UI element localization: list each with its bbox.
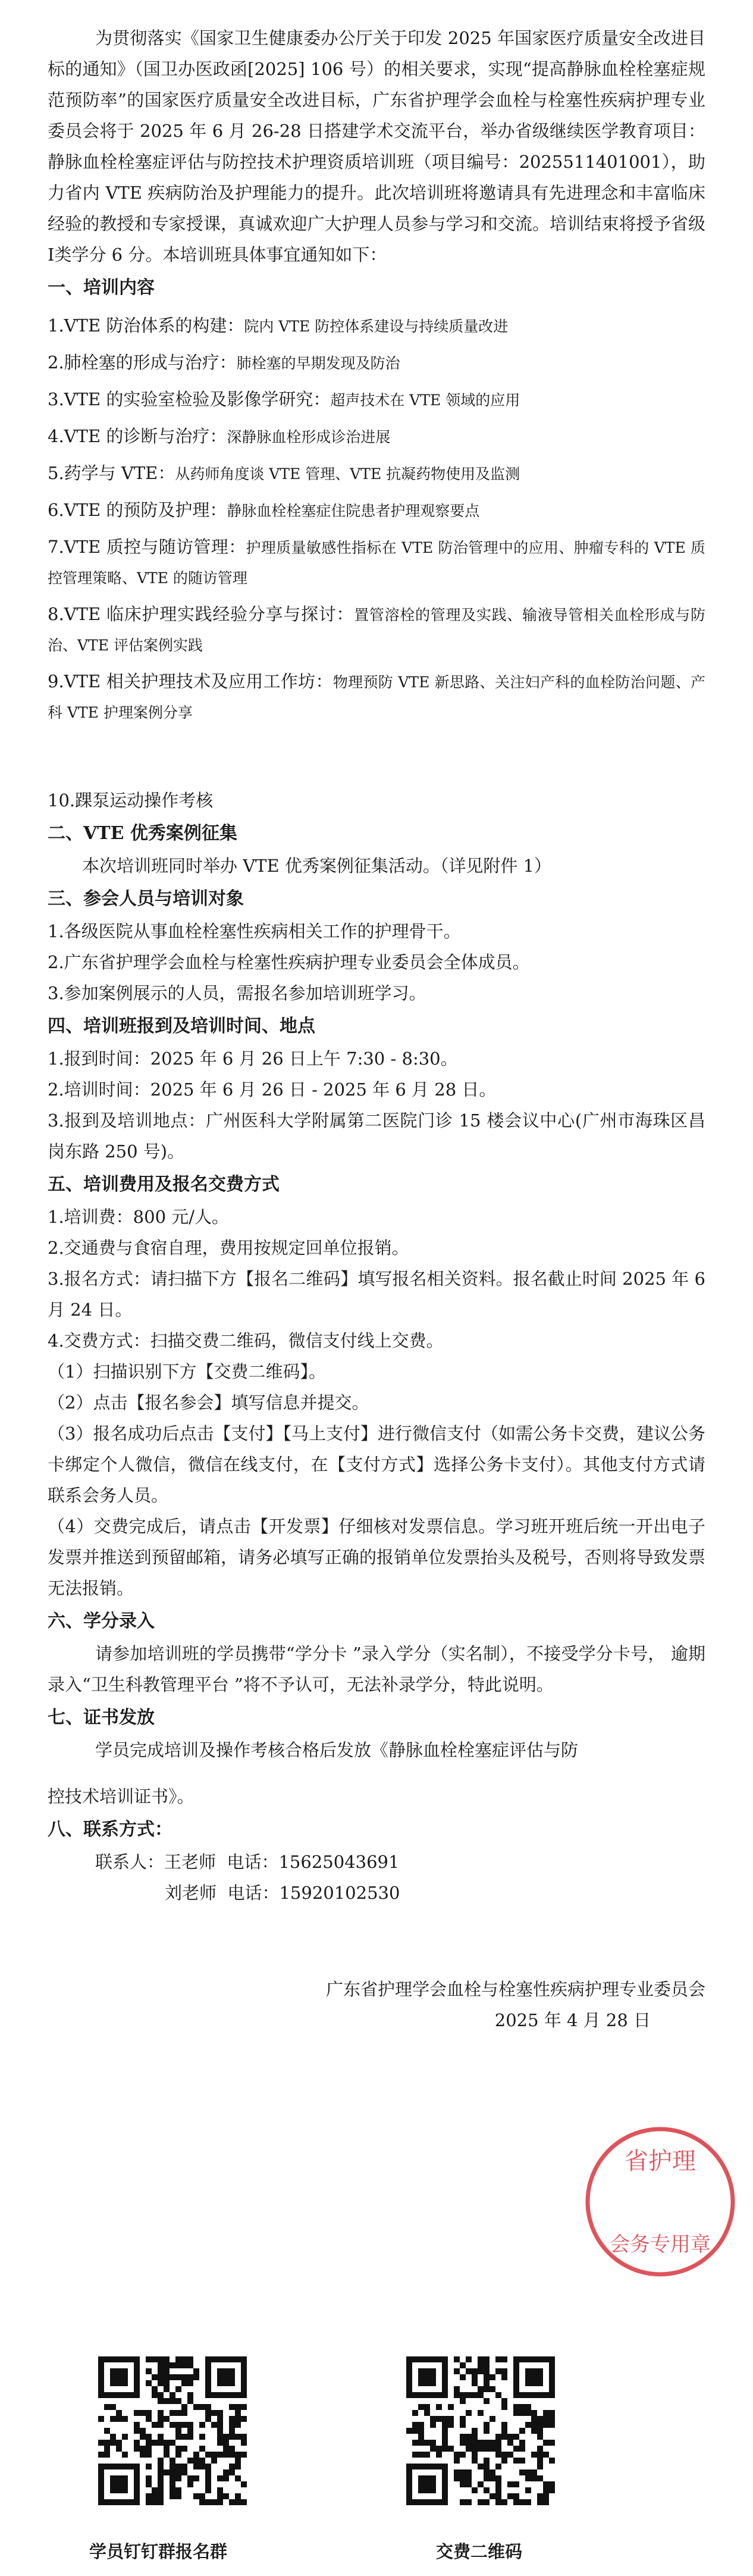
content-item: 1.VTE 防治体系的构建：院内 VTE 防控体系建设与持续质量改进 xyxy=(48,315,509,336)
signup-qr-caption: 学员钉钉群报名群 xyxy=(89,2541,228,2562)
section-heading-contact: 八、联系方式： xyxy=(48,1819,172,1840)
attendee-item: 2.广东省护理学会血栓与栓塞性疾病护理专业委员会全体成员。 xyxy=(48,952,530,972)
payment-qr-caption: 交费二维码 xyxy=(436,2541,523,2562)
fee-item: （1）扫描识别下方【交费二维码】。 xyxy=(48,1361,326,1382)
content-item: 6.VTE 的预防及护理：静脉血栓栓塞症住院患者护理观察要点 xyxy=(48,500,480,520)
seal-bottom-text: 会务专用章 xyxy=(610,2233,711,2256)
fee-item: 4.交费方式：扫描交费二维码，微信支付线上交费。 xyxy=(48,1331,444,1351)
section-heading-credits: 六、学分录入 xyxy=(48,1611,155,1632)
official-seal xyxy=(580,2121,741,2282)
signature-org: 广东省护理学会血栓与栓塞性疾病护理专业委员会 xyxy=(325,1979,705,1999)
section-heading-fees: 五、培训费用及报名交费方式 xyxy=(48,1174,280,1195)
payment-qr-code[interactable] xyxy=(406,2356,555,2505)
case-collection-text: 本次培训班同时举办 VTE 优秀案例征集活动。（详见附件 1） xyxy=(82,856,552,876)
section-heading-certificate: 七、证书发放 xyxy=(48,1707,155,1728)
contact-row: 联系人：王老师 电话：15625043691 xyxy=(95,1852,400,1872)
time-place-item: 1.报到时间：2025 年 6 月 26 日上午 7:30 - 8:30。 xyxy=(48,1048,458,1069)
section-heading-time-place: 四、培训班报到及培训时间、地点 xyxy=(48,1016,315,1037)
fee-item: （3）报名成功后点击【支付】【马上支付】进行微信支付（如需公务卡交费，建议公务卡绑定个人微信，微信在线支付，在【支付方式】选择公务卡支付）。其他支付方式请联系会务人员。 xyxy=(48,1423,705,1505)
certificate-text-line1: 学员完成培训及操作考核合格后发放《静脉血栓栓塞症评估与防 xyxy=(95,1740,579,1760)
credits-text: 请参加培训班的学员携带“学分卡 ”录入学分（实名制），不接受学分卡号， 逾期录入“卫生科教管理平台 ”将不予认可，无法补录学分，特此说明。 xyxy=(48,1644,705,1695)
certificate-text-line2: 控技术培训证书》。 xyxy=(48,1786,194,1807)
fee-item: 2.交通费与食宿自理，费用按规定回单位报销。 xyxy=(48,1238,409,1258)
content-item-10: 10.踝泵运动操作考核 xyxy=(48,790,214,810)
fee-item: （4）交费完成后，请点击【开发票】仔细核对发票信息。学习班开班后统一开出电子发票并推送到预留邮箱，请务必填写正确的报销单位发票抬头及税号，否则将导致发票无法报销。 xyxy=(48,1516,705,1598)
content-item: 9.VTE 相关护理技术及应用工作坊：物理预防 VTE 新思路、关注妇产科的血栓防治问题、产科 VTE 护理案例分享 xyxy=(48,671,706,721)
attendee-item: 1.各级医院从事血栓栓塞性疾病相关工作的护理骨干。 xyxy=(48,921,461,941)
fee-item: （2）点击【报名参会】填写信息并提交。 xyxy=(48,1392,369,1413)
attendee-item: 3.参加案例展示的人员，需报名参加培训班学习。 xyxy=(48,983,426,1003)
fee-item: 3.报名方式：请扫描下方【报名二维码】填写报名相关资料。报名截止时间 2025 年 6 月 24 日。 xyxy=(48,1269,705,1320)
time-place-item: 3.报到及培训地点：广州医科大学附属第二医院门诊 15 楼会议中心(广州市海珠区昌岗东路 250 号)。 xyxy=(48,1110,705,1162)
section-heading-case: 二、VTE 优秀案例征集 xyxy=(48,823,237,844)
signup-qr-code[interactable] xyxy=(98,2356,247,2505)
intro-paragraph: 为贯彻落实《国家卫生健康委办公厅关于印发 2025 年国家医疗质量安全改进目标的通知》（国卫办医政函[2025] 106 号）的相关要求，实现“提高静脉血栓栓塞症规范预防率”的国家医疗质量安全改进目标，广东省护理学会血栓与栓塞性疾病护理专业委员会将于 2025 年 6 月 26-28 日搭建学术交流平台，举办省级继续医学教育项目：静脉血栓栓塞症评估与防控技术护理资质培训班（项目编号：2025511401001），助力省内 VTE 疾病防治及护理能力的提升。此次培训班将邀请具有先进理念和丰富临床经验的教授和专家授课，真诚欢迎广大护理人员参与学习和交流。培训结束将授予省级Ⅰ类学分 6 分。本培训班具体事宜通知如下： xyxy=(48,28,705,265)
signature-date: 2025 年 4 月 28 日 xyxy=(494,2010,651,2030)
contact-row: 刘老师 电话：15920102530 xyxy=(165,1883,400,1903)
fee-item: 1.培训费：800 元/人。 xyxy=(48,1207,230,1227)
content-list xyxy=(48,311,705,728)
content-item: 3.VTE 的实验室检验及影像学研究：超声技术在 VTE 领域的应用 xyxy=(48,389,520,409)
content-item: 2.肺栓塞的形成与治疗：肺栓塞的早期发现及防治 xyxy=(48,352,400,373)
section-heading-content: 一、培训内容 xyxy=(48,277,155,298)
content-item: 8.VTE 临床护理实践经验分享与探讨：置管溶栓的管理及实践、输液导管相关血栓形成与防治、VTE 评估案例实践 xyxy=(48,604,705,654)
seal-top-text: 省护理 xyxy=(625,2148,696,2175)
content-item: 4.VTE 的诊断与治疗：深静脉血栓形成诊治进展 xyxy=(48,426,391,446)
notice-body xyxy=(48,23,705,2036)
section-heading-attendees: 三、参会人员与培训对象 xyxy=(48,888,244,909)
content-item: 5.药学与 VTE：从药师角度谈 VTE 管理、VTE 抗凝药物使用及监测 xyxy=(48,463,520,483)
time-place-item: 2.培训时间：2025 年 6 月 26 日 - 2025 年 6 月 28 日。 xyxy=(48,1079,497,1100)
content-item: 7.VTE 质控与随访管理：护理质量敏感性指标在 VTE 防治管理中的应用、肿瘤专科的 VTE 质控管理策略、VTE 的随访管理 xyxy=(48,537,705,587)
